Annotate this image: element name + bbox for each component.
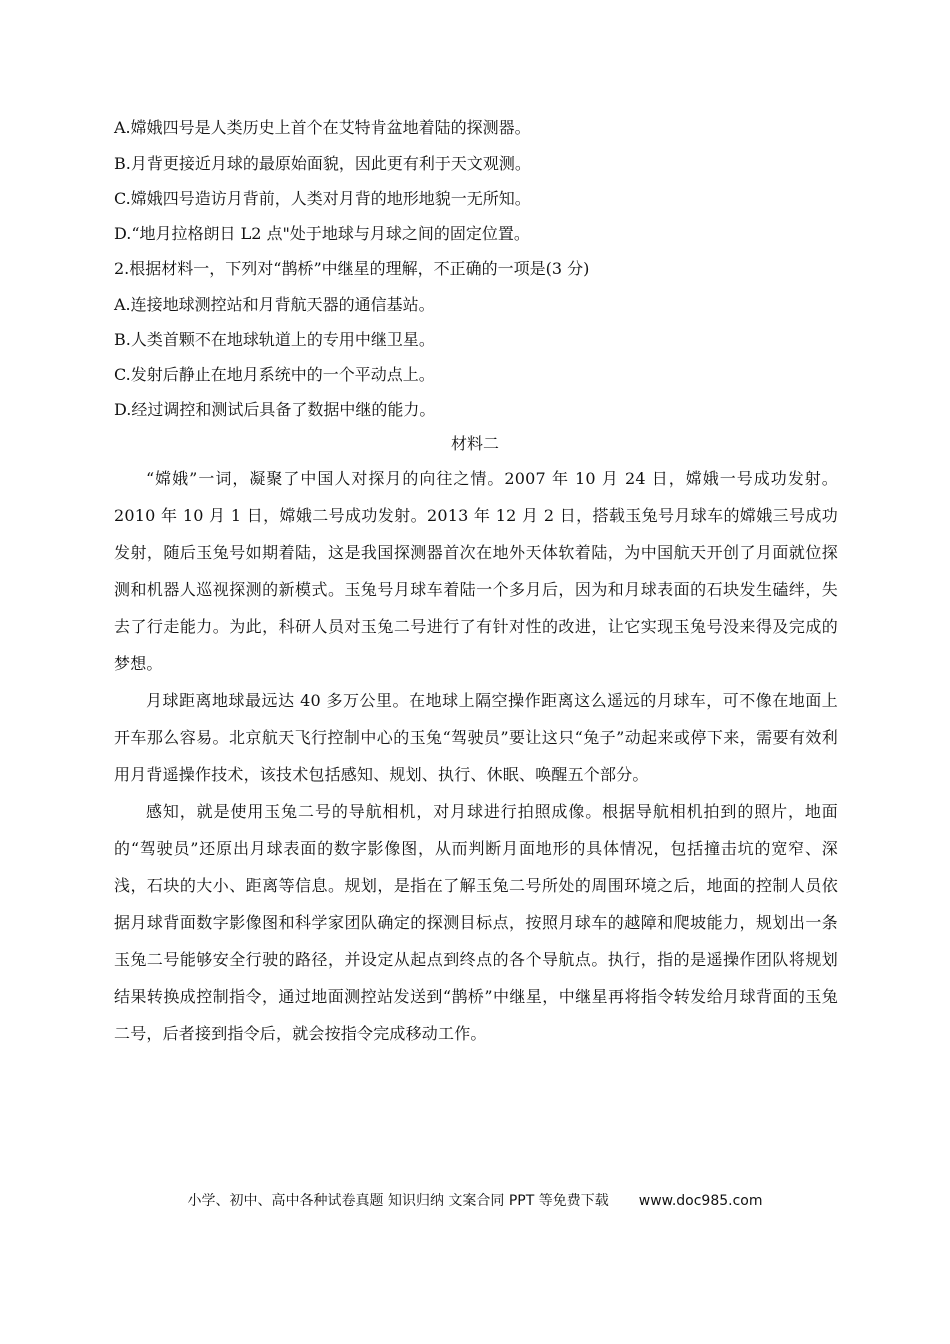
q2-option-d: D.经过调控和测试后具备了数据中继的能力。 xyxy=(114,400,436,419)
q1-option-a: A.嫦娥四号是人类历史上首个在艾特肯盆地着陆的探测器。 xyxy=(114,118,531,137)
material2-title: 材料二 xyxy=(450,434,499,453)
material2-paragraph-3: 感知，就是使用玉兔二号的导航相机，对月球进行拍照成像。根据导航相机拍到的照片，地面的“驾驶员”还原出月球表面的数字影像图，从而判断月面地形的具体情况，包括撞击坑的宽窄、深浅，石块的大小、距离等信息。规划，是指在了解玉兔二号所处的周围环境之后，地面的控制人员依据月球背面数字影像图和科学家团队确定的探测目标点，按照月球车的越障和爬坡能力，规划出一条玉兔二号能够安全行驶的路径，并设定从起点到终点的各个导航点。执行，指的是遥操作团队将规划结果转换成控制指令，通过地面测控站发送到“鹊桥”中继星，中继星再将指令转发给月球背面的玉兔二号，后者接到指令后，就会按指令完成移动工作。 xyxy=(114,802,838,1043)
q1-option-c: C.嫦娥四号造访月背前，人类对月背的地形地貌一无所知。 xyxy=(114,189,531,208)
q1-option-d: D.“地月拉格朗日 L2 点"处于地球与月球之间的固定位置。 xyxy=(114,224,530,243)
q2-option-c: C.发射后静止在地月系统中的一个平动点上。 xyxy=(114,365,435,384)
q2-option-b: B.人类首颗不在地球轨道上的专用中继卫星。 xyxy=(114,330,435,349)
q2-option-a: A.连接地球测控站和月背航天器的通信基站。 xyxy=(114,295,435,314)
page-footer xyxy=(0,1192,950,1210)
material2-paragraph-1: “嫦娥”一词，凝聚了中国人对探月的向往之情。2007 年 10 月 24 日，嫦娥一号成功发射。2010 年 10 月 1 日，嫦娥二号成功发射。2013 年 12 月 2 日，搭载玉兔号月球车的嫦娥三号成功发射，随后玉兔号如期着陆，这是我国探测器首次在地外天体软着陆，为中国航天开创了月面就位探测和机器人巡视探测的新模式。玉兔号月球车着陆一个多月后，因为和月球表面的石块发生磕绊，失去了行走能力。为此，科研人员对玉兔二号进行了有针对性的改进，让它实现玉兔号没来得及完成的梦想。 xyxy=(114,469,838,673)
footer-text: 小学、初中、高中各种试卷真题 知识归纳 文案合同 PPT 等免费下载 xyxy=(187,1193,609,1209)
q2-stem: 2.根据材料一，下列对“鹊桥”中继星的理解，不正确的一项是(3 分) xyxy=(114,259,590,278)
q1-option-b: B.月背更接近月球的最原始面貌，因此更有利于天文观测。 xyxy=(114,154,531,173)
material2-paragraph-2: 月球距离地球最远达 40 多万公里。在地球上隔空操作距离这么遥远的月球车，可不像在地面上开车那么容易。北京航天飞行控制中心的玉兔“驾驶员”要让这只“兔子”动起来或停下来，需要有效利用月背遥操作技术，该技术包括感知、规划、执行、休眠、唤醒五个部分。 xyxy=(114,691,838,784)
footer-url: www.doc985.com xyxy=(638,1193,763,1209)
